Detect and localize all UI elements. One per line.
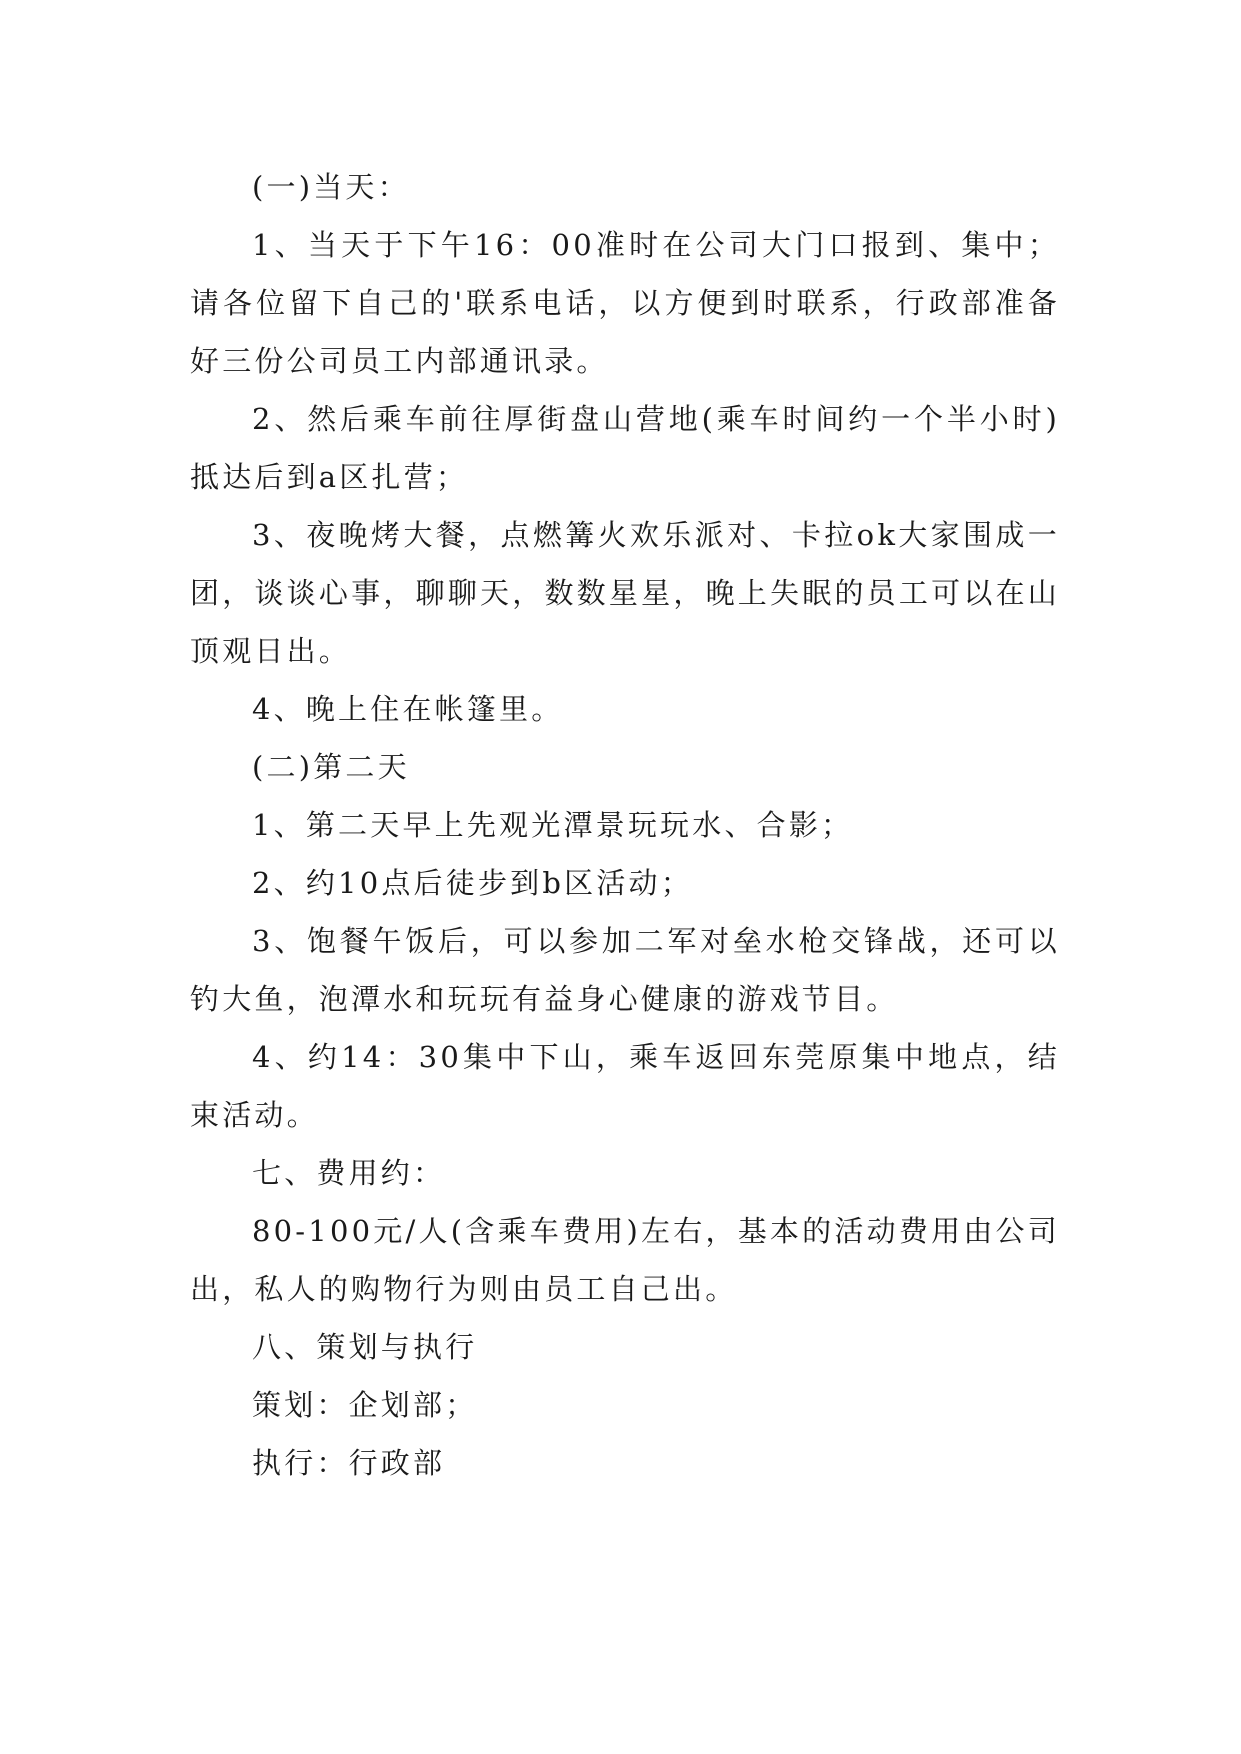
day-one-item-4: 4、晚上住在帐篷里。 xyxy=(252,692,564,726)
day-two-item-4: 4、约14：30集中下山，乘车返回东莞原集中地点，结束活动。 xyxy=(190,1040,1060,1132)
section-heading-day-two: (二)第二天 xyxy=(252,750,410,784)
execution-owner: 执行：行政部 xyxy=(252,1446,446,1480)
day-two-item-1: 1、第二天早上先观光潭景玩玩水、合影； xyxy=(252,808,854,842)
day-one-item-3: 3、夜晚烤大餐，点燃篝火欢乐派对、卡拉ok大家围成一团，谈谈心事，聊聊天，数数星星，晚上失眠的员工可以在山顶观日出。 xyxy=(190,518,1060,668)
section-heading-day-one: (一)当天： xyxy=(252,170,410,204)
planning-owner: 策划：企划部； xyxy=(252,1388,478,1422)
day-two-item-2: 2、约10点后徒步到b区活动； xyxy=(252,866,693,900)
section-heading-cost: 七、费用约： xyxy=(252,1156,446,1190)
day-one-item-2: 2、然后乘车前往厚街盘山营地(乘车时间约一个半小时)抵达后到a区扎营； xyxy=(190,402,1060,494)
section-heading-planning: 八、策划与执行 xyxy=(252,1330,478,1364)
day-two-item-3: 3、饱餐午饭后，可以参加二军对垒水枪交锋战，还可以钓大鱼，泡潭水和玩玩有益身心健康的游戏节目。 xyxy=(190,924,1060,1016)
day-one-item-1: 1、当天于下午16：00准时在公司大门口报到、集中；请各位留下自己的'联系电话，以方便到时联系，行政部准备好三份公司员工内部通讯录。 xyxy=(190,228,1060,378)
document-body xyxy=(190,158,1060,1492)
cost-detail: 80-100元/人(含乘车费用)左右，基本的活动费用由公司出，私人的购物行为则由员工自己出。 xyxy=(190,1214,1060,1306)
